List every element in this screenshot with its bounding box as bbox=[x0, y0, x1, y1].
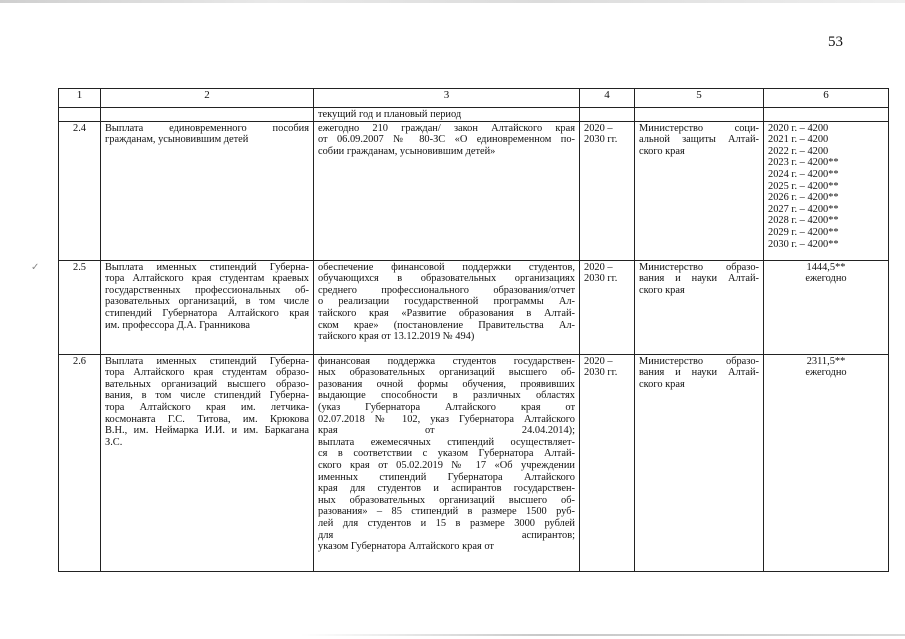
cell-text-line: стипендий Губернатора Алтайского края bbox=[105, 307, 309, 319]
measure-basis bbox=[314, 260, 580, 354]
measure-name bbox=[101, 354, 314, 571]
row-number: 2.6 bbox=[59, 354, 101, 571]
measure-amount bbox=[764, 260, 889, 354]
cell-text-line: разовательных организаций, в том числе bbox=[105, 296, 309, 308]
column-number-6: 6 bbox=[764, 89, 889, 108]
cell-text-line: вания и науки Алтай- bbox=[639, 273, 759, 285]
cell-text-line: обучающихся в образовательных организациях bbox=[318, 273, 575, 285]
cell-text-line: выплата ежемесячных стипендий осуществляет- bbox=[318, 436, 575, 448]
column-number-2: 2 bbox=[101, 89, 314, 108]
cell-text-line: ского края bbox=[639, 145, 685, 157]
cell-text-line: 2025 г. – 4200** bbox=[768, 180, 839, 192]
continuation-row bbox=[59, 108, 889, 122]
cell-text-line: лей для студентов и 15 в размере 3000 рублей bbox=[318, 517, 575, 529]
cell-text-line: 2027 г. – 4200** bbox=[768, 203, 839, 215]
measure-name bbox=[101, 121, 314, 260]
continuation-empty-cell bbox=[580, 108, 635, 122]
cell-text-line: ском крае» (постановление Правительства Ал- bbox=[318, 319, 575, 331]
measure-period bbox=[580, 121, 635, 260]
continuation-empty-cell bbox=[635, 108, 764, 122]
cell-text-line: среднего профессионального образования/отчет bbox=[318, 284, 575, 296]
cell-text-line: ных образовательных организаций высшего об- bbox=[318, 494, 575, 506]
cell-text-line: 2030 гг. bbox=[584, 134, 618, 146]
cell-text-line: 2030 гг. bbox=[584, 273, 618, 285]
cell-text-line: края от 24.04.2014); bbox=[318, 425, 575, 437]
cell-text-line: 2030 г. – 4200** bbox=[768, 238, 839, 250]
cell-text-line: разования» – 85 стипендий в размере 1500 руб- bbox=[318, 506, 575, 518]
cell-text-line: альной защиты Алтай- bbox=[639, 134, 759, 146]
cell-text-line: Министерство образо- bbox=[639, 261, 759, 273]
cell-text-line: разования очной формы обучения, проявивших bbox=[318, 378, 575, 390]
column-number-5: 5 bbox=[635, 89, 764, 108]
cell-text-line: 2028 г. – 4200** bbox=[768, 215, 839, 227]
cell-text-line: гражданам, усыновившим детей bbox=[105, 134, 249, 146]
cell-text-line: (указ Губернатора Алтайского края от bbox=[318, 401, 575, 413]
cell-text-line: 2024 г. – 4200** bbox=[768, 168, 839, 180]
measure-executor bbox=[635, 260, 764, 354]
cell-text-line: ежегодно bbox=[805, 367, 847, 379]
scan-edge-bottom bbox=[300, 634, 905, 636]
cell-text-line: 2021 г. – 4200 bbox=[768, 134, 829, 146]
continuation-empty-cell bbox=[764, 108, 889, 122]
row-number: 2.4 bbox=[59, 121, 101, 260]
cell-text-line: тора Алтайского края им. летчика- bbox=[105, 401, 309, 413]
cell-text-line: вания и науки Алтай- bbox=[639, 367, 759, 379]
measure-name bbox=[101, 260, 314, 354]
cell-text-line: вательных организаций высшего образо- bbox=[105, 378, 309, 390]
cell-text-line: ского края bbox=[639, 378, 685, 390]
cell-text-line: 2020 – bbox=[584, 261, 613, 273]
cell-text-line: ных образовательных организаций высшего об- bbox=[318, 367, 575, 379]
cell-text-line: ского края от 05.02.2019 № 17 «Об учреждении bbox=[318, 459, 575, 471]
cell-text-line: выдающие способности в различных областях bbox=[318, 390, 575, 402]
cell-text-line: З.С. bbox=[105, 436, 123, 448]
cell-text-line: 2020 – bbox=[584, 122, 613, 134]
cell-text-line: 2311,5** bbox=[806, 355, 846, 367]
measure-basis bbox=[314, 121, 580, 260]
cell-text-line: В.Н., им. Неймарка И.И. и им. Баркагана bbox=[105, 425, 309, 437]
cell-text-line: именных стипендий Губернатора Алтайского bbox=[318, 471, 575, 483]
cell-text-line: 2020 г. – 4200 bbox=[768, 122, 829, 134]
page-number: 53 bbox=[828, 34, 843, 50]
cell-text-line: собии гражданам, усыновившим детей» bbox=[318, 145, 496, 157]
cell-text-line: 2023 г. – 4200** bbox=[768, 157, 839, 169]
cell-text-line: для аспирантов; bbox=[318, 529, 575, 541]
cell-text-line: ежегодно 210 граждан/ закон Алтайского края bbox=[318, 122, 575, 134]
program-measures-table bbox=[58, 88, 889, 572]
cell-text-line: тайского края «Развитие образования в Алтай- bbox=[318, 307, 575, 319]
cell-text-line: Выплата именных стипендий Губерна- bbox=[105, 355, 309, 367]
cell-text-line: обеспечение финансовой поддержки студентов, bbox=[318, 261, 575, 273]
cell-text-line: государственных профессиональных об- bbox=[105, 284, 309, 296]
column-number-4: 4 bbox=[580, 89, 635, 108]
cell-text-line: ежегодно bbox=[805, 273, 847, 285]
cell-text-line: 1444,5** bbox=[806, 261, 846, 273]
scan-edge-top bbox=[0, 0, 905, 3]
cell-text-line: 2026 г. – 4200** bbox=[768, 192, 839, 204]
cell-text-line: края для студентов и аспирантов государствен- bbox=[318, 483, 575, 495]
row-number: 2.5 bbox=[59, 260, 101, 354]
cell-text-line: тора Алтайского края студентам краевых bbox=[105, 273, 309, 285]
continuation-text: текущий год и плановый период bbox=[314, 108, 580, 122]
cell-text-line: им. профессора Д.А. Гранникова bbox=[105, 319, 251, 331]
cell-text-line: от 06.09.2007 № 80-ЗС «О единовременном по- bbox=[318, 134, 575, 146]
cell-text-line: финансовая поддержка студентов государствен- bbox=[318, 355, 575, 367]
measure-amount bbox=[764, 121, 889, 260]
table-row bbox=[59, 121, 889, 260]
cell-text-line: вания, в том числе стипендий Губерна- bbox=[105, 390, 309, 402]
column-number-1: 1 bbox=[59, 89, 101, 108]
measure-period bbox=[580, 354, 635, 571]
cell-text-line: тайского края от 13.12.2019 № 494) bbox=[318, 331, 475, 343]
continuation-empty-cell bbox=[101, 108, 314, 122]
cell-text-line: ся в соответствии с указом Губернатора Алтай- bbox=[318, 448, 575, 460]
cell-text-line: ского края bbox=[639, 284, 685, 296]
column-number-header-row bbox=[59, 89, 889, 108]
cell-text-line: 2020 – bbox=[584, 355, 613, 367]
continuation-empty-cell bbox=[59, 108, 101, 122]
cell-text-line: о реализации государственной программы Ал- bbox=[318, 296, 575, 308]
cell-text-line: 2029 г. – 4200** bbox=[768, 226, 839, 238]
measure-period bbox=[580, 260, 635, 354]
cell-text-line: указом Губернатора Алтайского края от bbox=[318, 541, 494, 553]
cell-text-line: Выплата единовременного пособия bbox=[105, 122, 309, 134]
cell-text-line: Министерство образо- bbox=[639, 355, 759, 367]
cell-text-line: 2022 г. – 4200 bbox=[768, 145, 829, 157]
table-row bbox=[59, 260, 889, 354]
cell-text-line: Выплата именных стипендий Губерна- bbox=[105, 261, 309, 273]
cell-text-line: 02.07.2018 № 102, указ Губернатора Алтайского bbox=[318, 413, 575, 425]
cell-text-line: Министерство соци- bbox=[639, 122, 759, 134]
cell-text-line: тора Алтайского края студентам образо- bbox=[105, 367, 309, 379]
measure-basis bbox=[314, 354, 580, 571]
measure-executor bbox=[635, 121, 764, 260]
column-number-3: 3 bbox=[314, 89, 580, 108]
measure-amount bbox=[764, 354, 889, 571]
table-row bbox=[59, 354, 889, 571]
cell-text-line: космонавта Г.С. Титова, им. Крюкова bbox=[105, 413, 309, 425]
cell-text-line: 2030 гг. bbox=[584, 367, 618, 379]
measure-executor bbox=[635, 354, 764, 571]
stray-pen-mark: ✓ bbox=[31, 262, 40, 273]
